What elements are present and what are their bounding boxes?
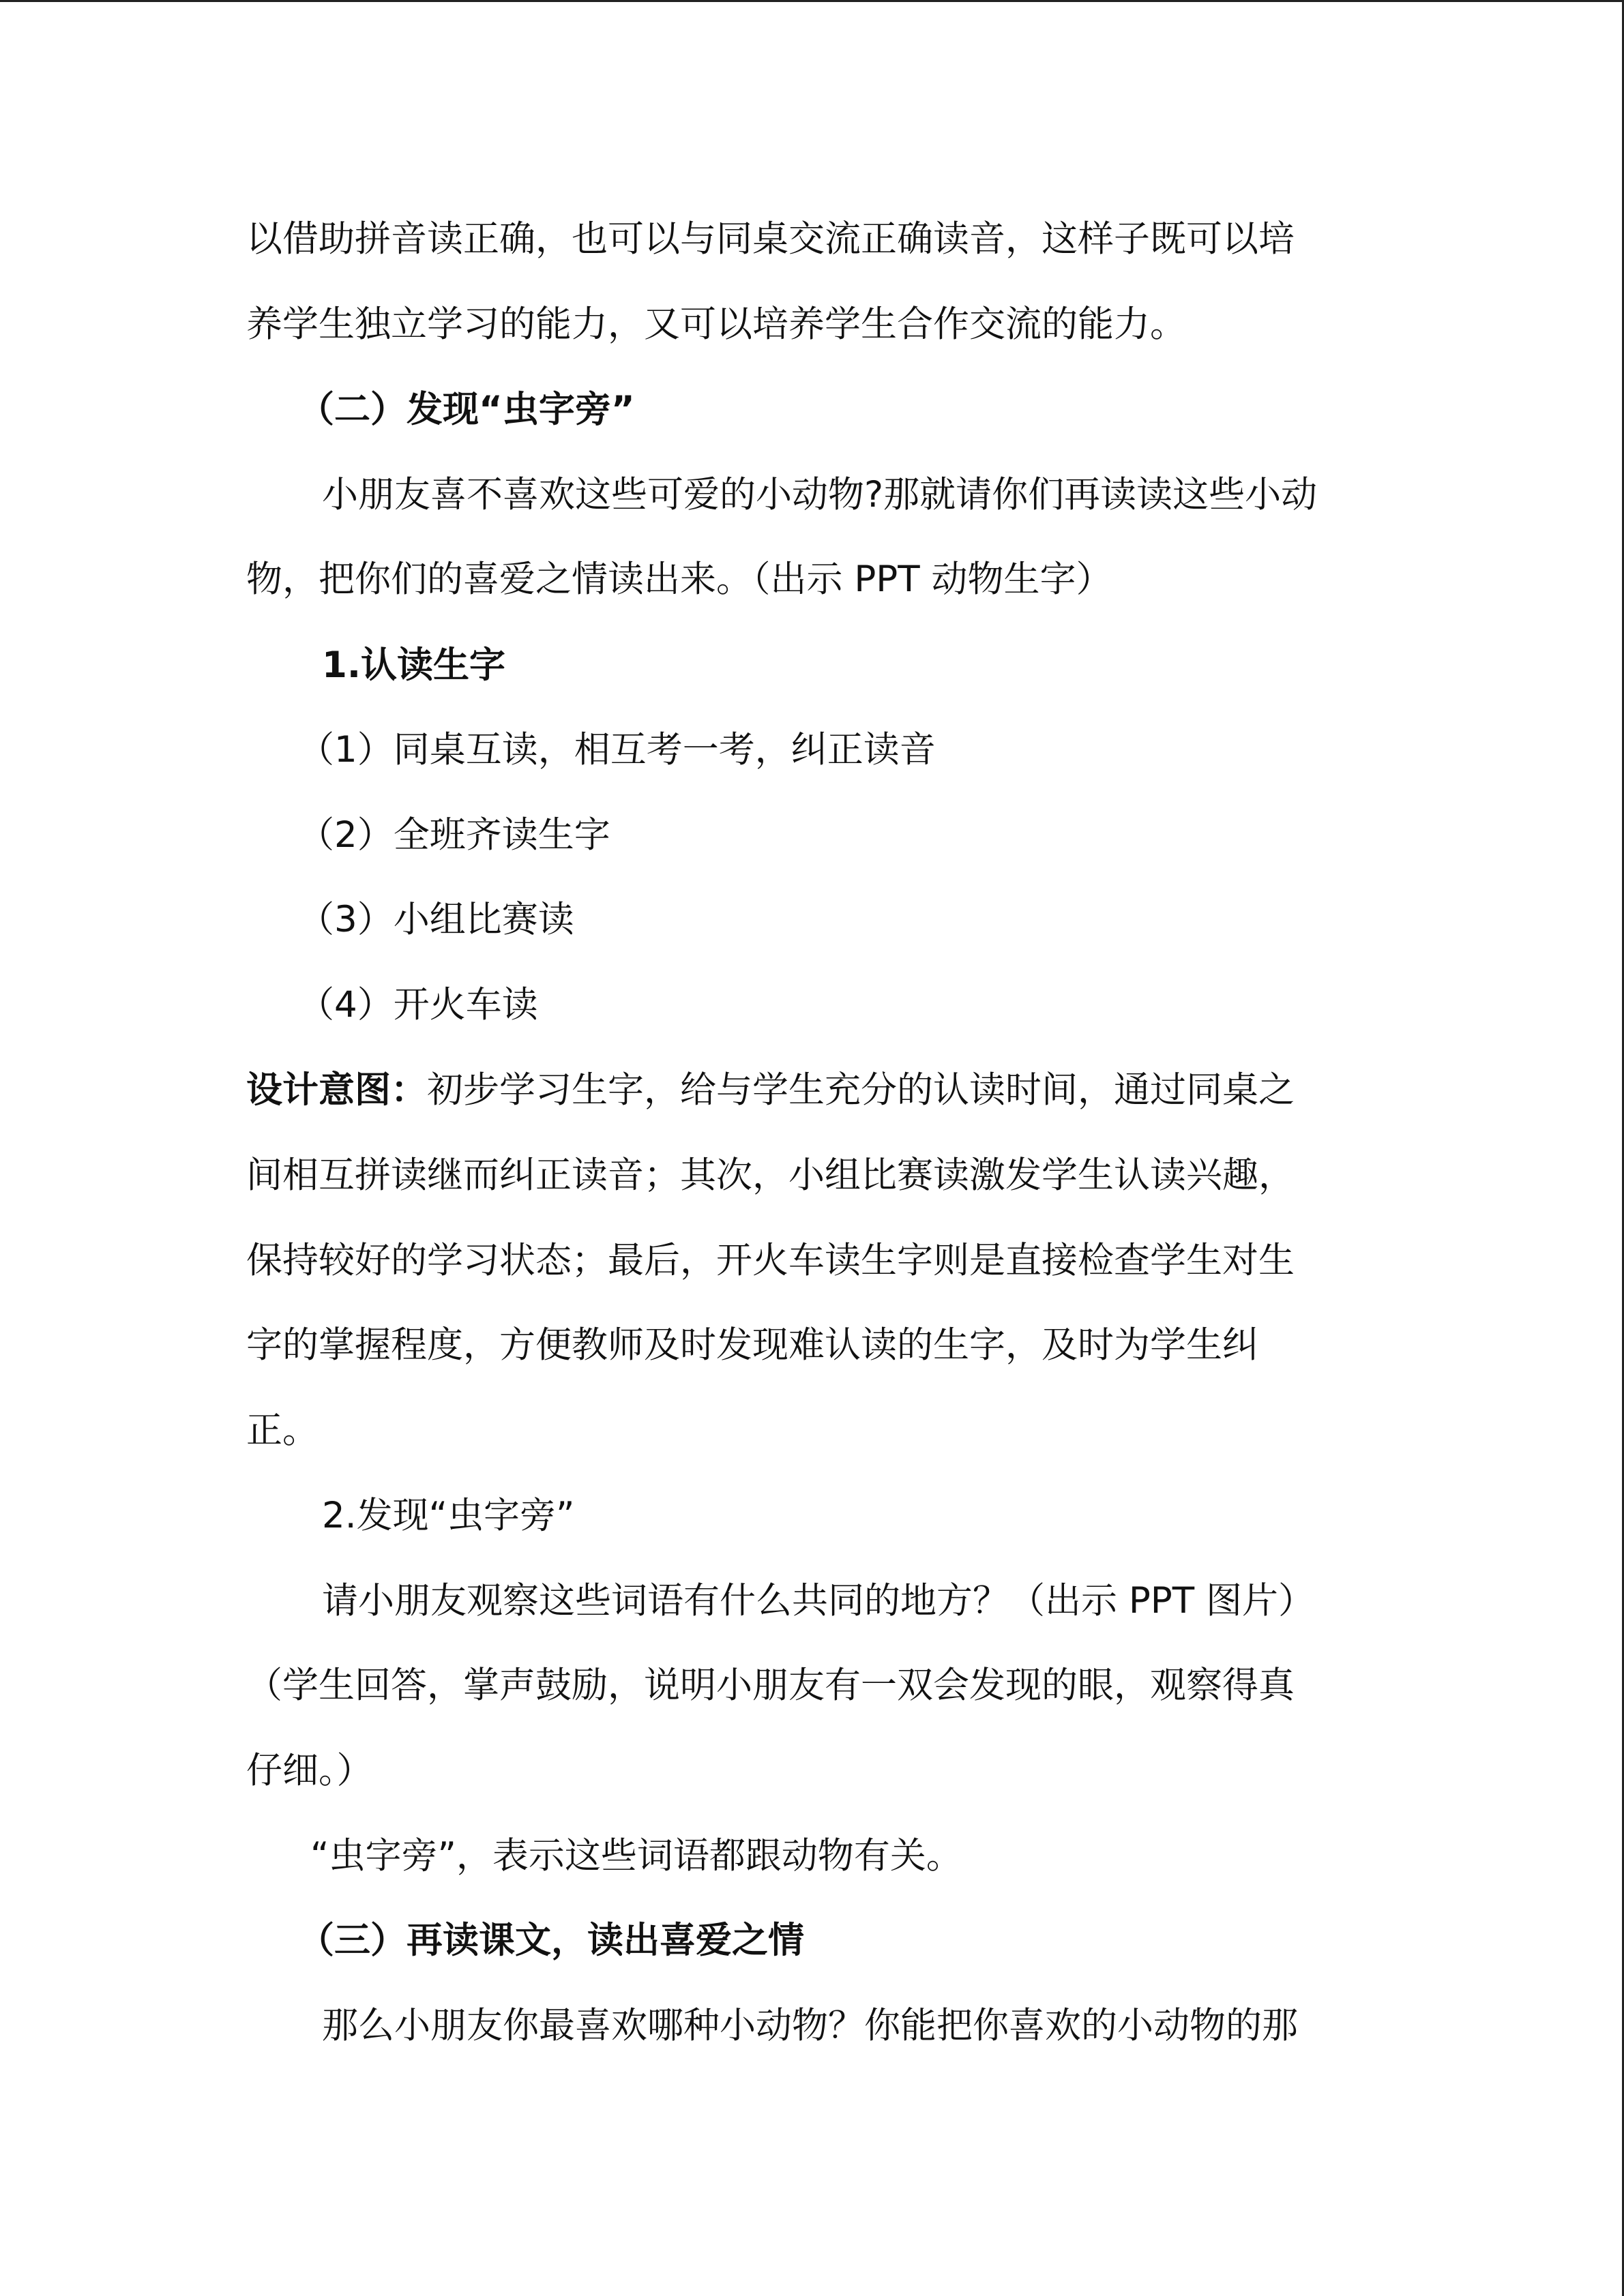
body-line: （学生回答，掌声鼓励，说明小朋友有一双会发现的眼，观察得真 <box>246 1665 1295 1706</box>
design-intent-text: 初步学习生字，给与学生充分的认读时间，通过同桌之 <box>427 1069 1295 1111</box>
body-line: 物，把你们的喜爱之情读出来。（出示 PPT 动物生字） <box>246 558 1112 600</box>
list-item: （1）同桌互读，相互考一考，纠正读音 <box>298 729 936 771</box>
section-heading: （三）再读课文，读出喜爱之情 <box>298 1920 804 1961</box>
section-heading: （二）发现“虫字旁” <box>298 389 635 430</box>
body-line: 请小朋友观察这些词语有什么共同的地方？（出示 PPT 图片） <box>322 1580 1314 1622</box>
design-intent-label: 设计意图： <box>246 1069 427 1111</box>
design-intent-line <box>246 1069 1295 1112</box>
body-line: 以借助拼音读正确，也可以与同桌交流正确读音，这样子既可以培 <box>246 218 1295 260</box>
body-line: 那么小朋友你最喜欢哪种小动物？你能把你喜欢的小动物的那 <box>322 2005 1298 2046</box>
subsection-heading: 1.认读生字 <box>322 644 506 686</box>
body-line: 字的掌握程度，方便教师及时发现难认读的生字，及时为学生纠 <box>246 1324 1258 1366</box>
top-border-line <box>0 0 1624 2</box>
body-line: 正。 <box>246 1410 319 1451</box>
list-item: （3）小组比赛读 <box>298 899 574 940</box>
body-line: 保持较好的学习状态；最后，开火车读生字则是直接检查学生对生 <box>246 1240 1295 1281</box>
body-line: 养学生独立学习的能力，又可以培养学生合作交流的能力。 <box>246 303 1186 345</box>
body-line: 小朋友喜不喜欢这些可爱的小动物?那就请你们再读读这些小动 <box>322 474 1318 516</box>
list-item: （4）开火车读 <box>298 984 538 1026</box>
body-line: 间相互拼读继而纠正读音；其次，小组比赛读激发学生认读兴趣， <box>246 1154 1295 1196</box>
subsection-heading: 2.发现“虫字旁” <box>322 1495 575 1536</box>
list-item: （2）全班齐读生字 <box>298 814 610 856</box>
body-line: “虫字旁”，表示这些词语都跟动物有关。 <box>310 1835 962 1877</box>
body-line: 仔细。） <box>246 1750 373 1791</box>
